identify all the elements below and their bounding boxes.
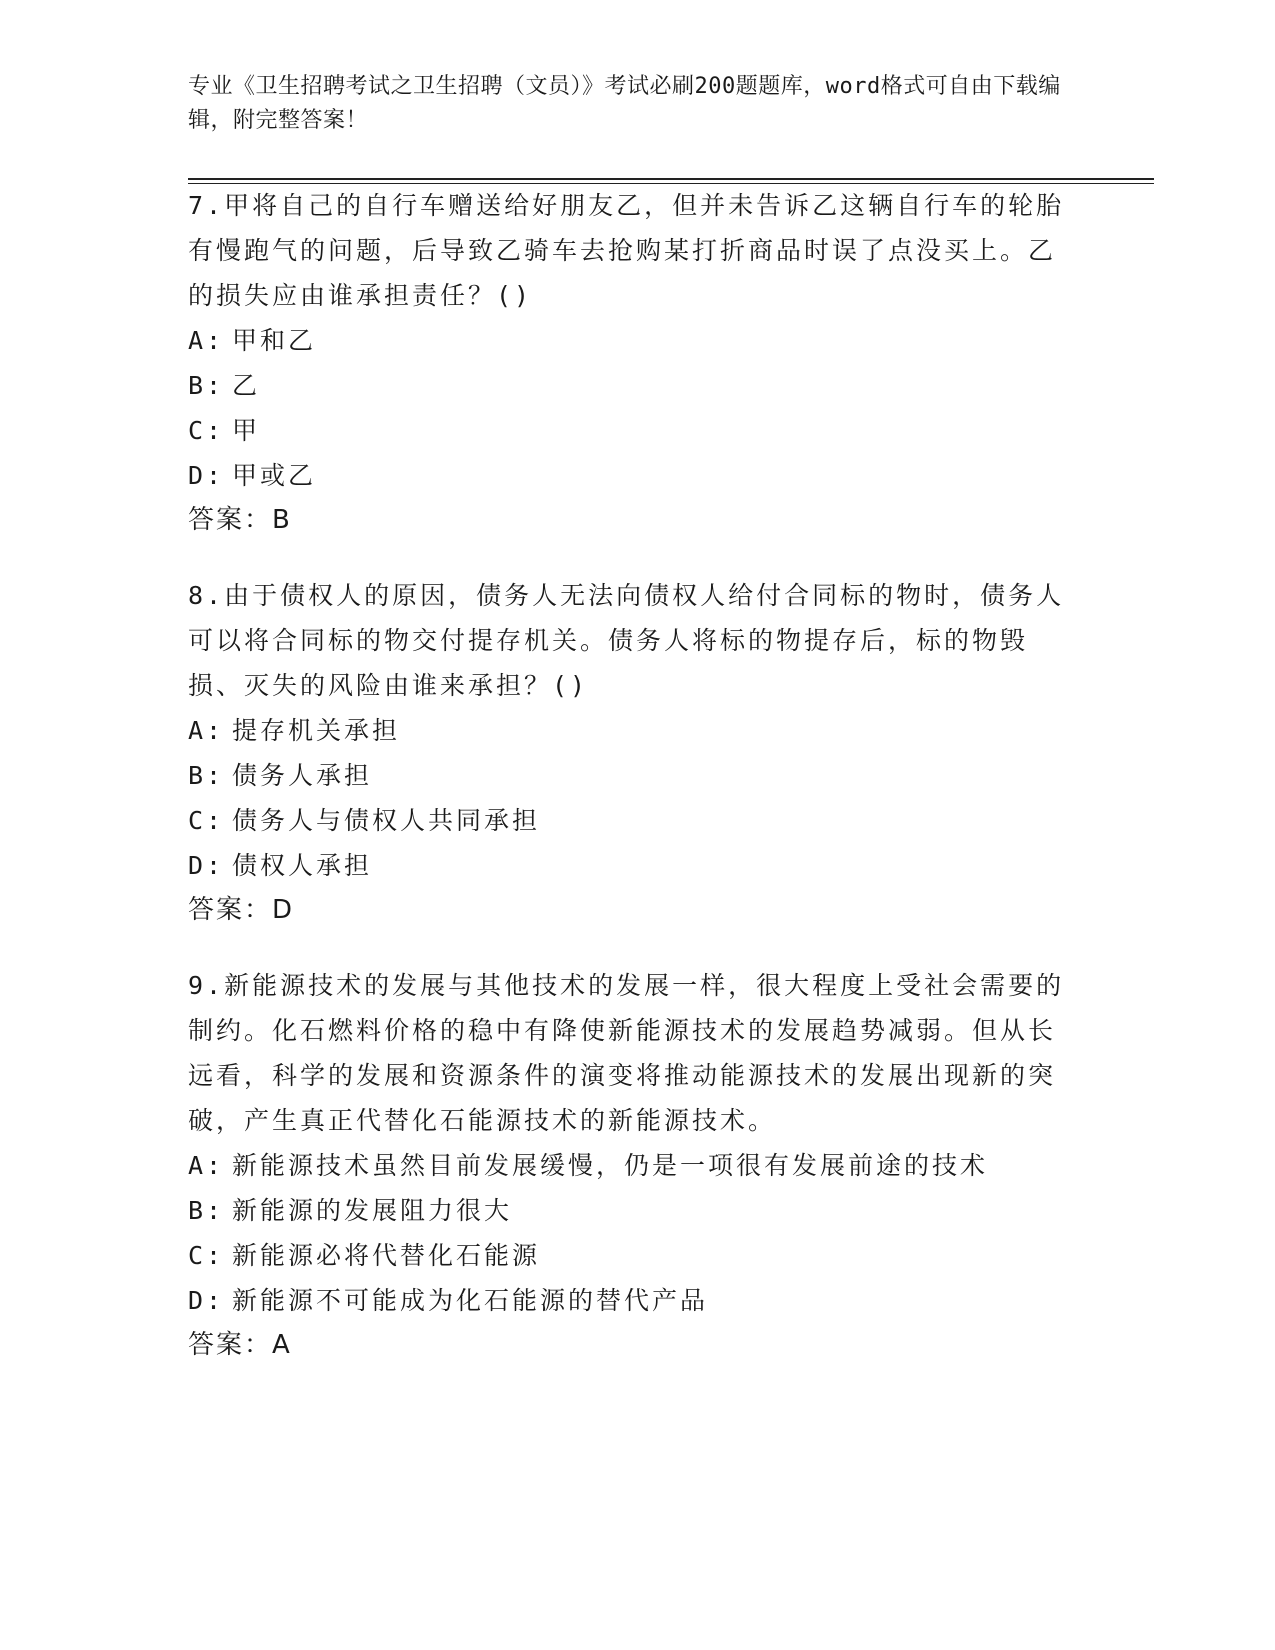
option-key: C: — [188, 1241, 225, 1270]
option-b — [188, 1188, 1068, 1233]
option-a — [188, 708, 1068, 753]
option-key: B: — [188, 761, 225, 790]
option-text: 新能源技术虽然目前发展缓慢，仍是一项很有发展前途的技术 — [232, 1151, 989, 1180]
option-key: D: — [188, 461, 225, 490]
question-stem: 8.由于债权人的原因，债务人无法向债权人给付合同标的物时，债务人可以将合同标的物交付提存机关。债务人将标的物提存后，标的物毁损、灭失的风险由谁来承担？() — [188, 581, 1065, 700]
option-c — [188, 1233, 1068, 1278]
option-key: D: — [188, 851, 225, 880]
answer-line: 答案：B — [188, 505, 292, 535]
document-header: 专业《卫生招聘考试之卫生招聘（文员）》考试必刷200题题库，word格式可自由下载编辑，附完整答案！ — [188, 74, 1061, 133]
question-stem: 7.甲将自己的自行车赠送给好朋友乙，但并未告诉乙这辆自行车的轮胎有慢跑气的问题，后导致乙骑车去抢购某打折商品时误了点没买上。乙的损失应由谁承担责任？() — [188, 191, 1065, 310]
option-c — [188, 798, 1068, 843]
answer-line: 答案：D — [188, 895, 295, 925]
header-divider-thick — [188, 178, 1154, 180]
option-d — [188, 843, 1068, 888]
option-key: C: — [188, 806, 225, 835]
option-text: 乙 — [232, 371, 261, 400]
option-d — [188, 1278, 1068, 1323]
option-key: A: — [188, 1151, 225, 1180]
option-text: 债务人承担 — [232, 761, 373, 790]
option-text: 新能源不可能成为化石能源的替代产品 — [232, 1286, 709, 1315]
option-key: B: — [188, 371, 225, 400]
option-text: 甲和乙 — [232, 326, 317, 355]
option-text: 债务人与债权人共同承担 — [232, 806, 541, 835]
option-key: B: — [188, 1196, 225, 1225]
question-9 — [188, 963, 1068, 1368]
question-8 — [188, 573, 1068, 933]
option-key: D: — [188, 1286, 225, 1315]
option-b — [188, 363, 1068, 408]
option-key: C: — [188, 416, 225, 445]
option-text: 甲或乙 — [232, 461, 317, 490]
option-text: 新能源的发展阻力很大 — [232, 1196, 513, 1225]
option-key: A: — [188, 716, 225, 745]
option-text: 新能源必将代替化石能源 — [232, 1241, 541, 1270]
option-key: A: — [188, 326, 225, 355]
option-text: 债权人承担 — [232, 851, 373, 880]
question-7 — [188, 183, 1068, 543]
option-c — [188, 408, 1068, 453]
option-text: 甲 — [232, 416, 261, 445]
option-a — [188, 318, 1068, 363]
question-stem: 9.新能源技术的发展与其他技术的发展一样，很大程度上受社会需要的制约。化石燃料价格的稳中有降使新能源技术的发展趋势减弱。但从长远看，科学的发展和资源条件的演变将推动能源技术的发展出现新的突破，产生真正代替化石能源技术的新能源技术。 — [188, 971, 1065, 1135]
option-text: 提存机关承担 — [232, 716, 401, 745]
option-a — [188, 1143, 1068, 1188]
option-b — [188, 753, 1068, 798]
answer-line: 答案：A — [188, 1330, 292, 1360]
option-d — [188, 453, 1068, 498]
